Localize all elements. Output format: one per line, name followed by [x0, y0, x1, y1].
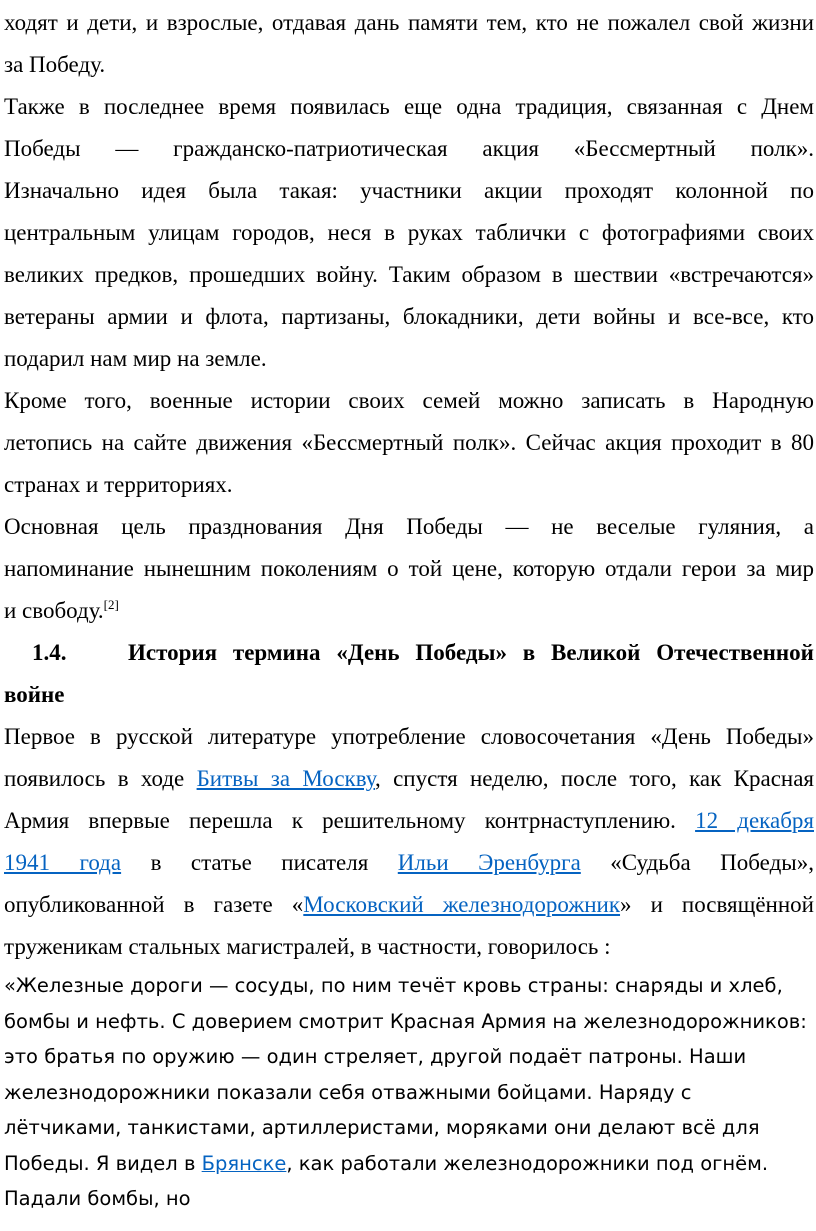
text-span: » и посвящённой	[620, 892, 814, 917]
text-block-2	[4, 716, 814, 968]
paragraph-line-last	[4, 590, 814, 632]
text-block-1	[4, 2, 814, 632]
text-span: опубликованной в газете «	[4, 892, 304, 917]
heading-words	[128, 632, 814, 674]
paragraph-line: за Победу.	[4, 52, 106, 77]
quote-line: «Железные дороги — сосуды, по ним течёт кровь страны: снаряды и хлеб,	[4, 974, 783, 997]
paragraph-text: и свободу.	[4, 598, 104, 623]
paragraph-line: Также в последнее время появилась еще одна традиция, связанная с Днем	[4, 94, 814, 119]
paragraph-line: летопись на сайте движения «Бессмертный полк». Сейчас акция проходит в 80	[4, 430, 814, 455]
battle-of-moscow-link[interactable]: Битвы за Москву	[196, 766, 376, 791]
year-1941-link[interactable]: 1941 года	[4, 850, 122, 875]
footnote-ref[interactable]: [2]	[103, 597, 119, 612]
text-span: , спустя неделю, после того, как Красная	[375, 766, 814, 791]
heading-line-1	[4, 632, 814, 674]
paragraph-line: напоминание нынешним поколениям о той цене, которую отдали герои за мир	[4, 556, 814, 581]
heading-line-2: войне	[4, 682, 65, 707]
paragraph-line: великих предков, прошедших войну. Таким образом в шествии «встречаются»	[4, 262, 814, 287]
newspaper-link[interactable]: Московский железнодорожник	[303, 892, 621, 917]
paragraph-line: Основная цель празднования Дня Победы — не веселые гуляния, а	[4, 514, 814, 539]
quote-line: железнодорожники показали себя отважными бойцами. Наряду с	[4, 1080, 692, 1104]
quote-block	[4, 968, 814, 1217]
paragraph-line: странах и территориях.	[4, 472, 233, 497]
paragraph-line	[4, 884, 814, 926]
heading-word: «День	[336, 640, 400, 665]
quote-line	[4, 1146, 814, 1182]
paragraph-line	[4, 842, 814, 884]
text-span: Победы. Я видел в	[4, 1151, 202, 1175]
section-number: 1.4.	[32, 640, 67, 665]
paragraph-line: подарил нам мир на земле.	[4, 346, 267, 371]
heading-word: термина	[232, 640, 321, 665]
paragraph-line	[4, 800, 814, 842]
section-heading	[4, 632, 814, 716]
text-span: «Судьба Победы»,	[580, 850, 814, 875]
quote-line: бомбы и нефть. С доверием смотрит Красная Армия на железнодорожников:	[4, 1009, 807, 1033]
text-span: , как работали железнодорожники под огнём.	[286, 1151, 769, 1175]
heading-word: Великой	[551, 640, 641, 665]
heading-word: Отечественной	[656, 640, 814, 665]
text-span: появилось в ходе	[4, 766, 197, 791]
paragraph-line: ходят и дети, и взрослые, отдавая дань памяти тем, кто не пожалел свой жизни	[4, 10, 814, 35]
december-12-link[interactable]: 12 декабря	[695, 808, 814, 833]
heading-word: История	[128, 640, 218, 665]
paragraph-line: Победы — гражданско-патриотическая акция «Бессмертный полк».	[4, 136, 814, 161]
text-span: в статье писателя	[121, 850, 398, 875]
bryansk-link[interactable]: Брянске	[201, 1151, 287, 1175]
paragraph-line: труженикам стальных магистралей, в частности, говорилось :	[4, 934, 611, 959]
text-span: Армия впервые перешла к решительному контрнаступлению.	[4, 808, 696, 833]
heading-word: в	[522, 640, 536, 665]
paragraph-line: ветераны армии и флота, партизаны, блокадники, дети войны и все-все, кто	[4, 304, 814, 329]
ehrenburg-link[interactable]: Ильи Эренбурга	[397, 850, 581, 875]
quote-line: это братья по оружию — один стреляет, другой подаёт патроны. Наши	[4, 1045, 747, 1068]
paragraph-line: Изначально идея была такая: участники акции проходят колонной по	[4, 178, 814, 203]
paragraph-line: Первое в русской литературе употребление словосочетания «День Победы»	[4, 724, 814, 749]
paragraph-line: центральным улицам городов, неся в руках таблички с фотографиями своих	[4, 220, 814, 245]
paragraph-line	[4, 758, 814, 800]
paragraph-line: Кроме того, военные истории своих семей можно записать в Народную	[4, 388, 814, 413]
heading-word: Победы»	[415, 640, 507, 665]
quote-line: Падали бомбы, но	[4, 1187, 191, 1210]
quote-line: лётчиками, танкистами, артиллеристами, моряками они делают всё для	[4, 1116, 760, 1139]
